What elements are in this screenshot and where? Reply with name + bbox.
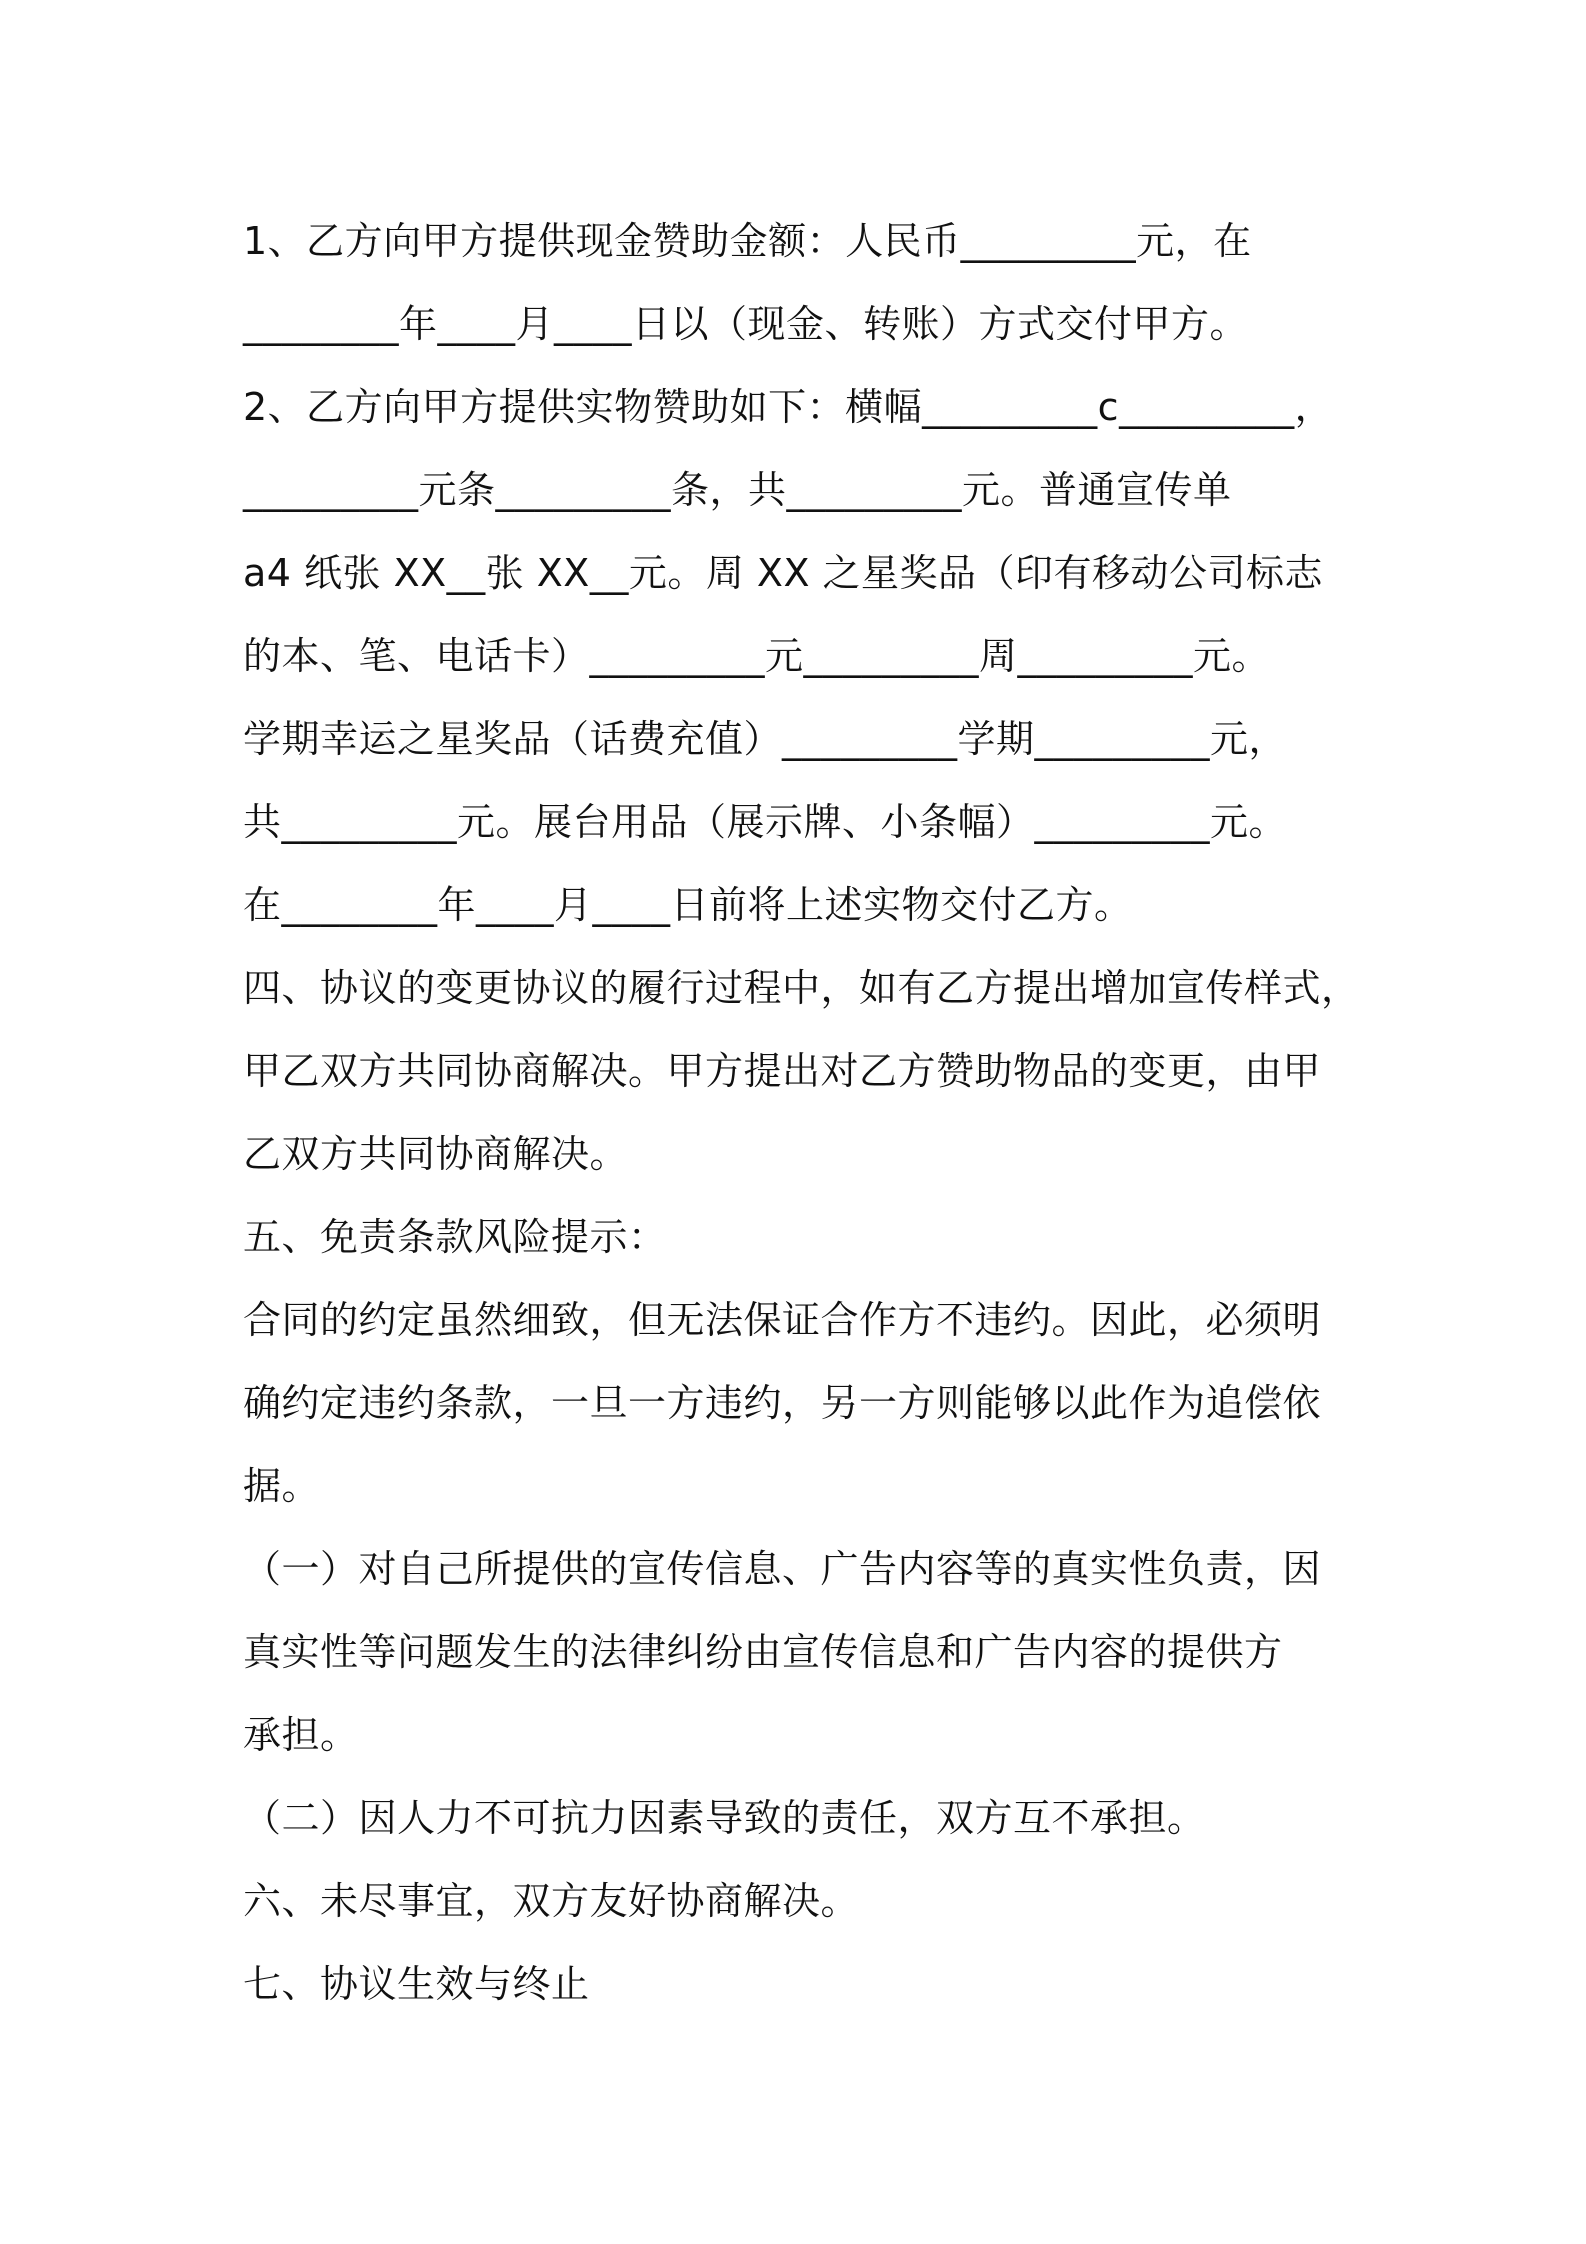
- clause-2-material-sponsorship-line-7: 在________年____月____日前将上述实物交付乙方。: [243, 883, 1133, 927]
- section-5-item-2: （二）因人力不可抗力因素导致的责任，双方互不承担。: [243, 1796, 1206, 1840]
- document-body: [243, 200, 1363, 2026]
- section-5-body-line-1: 合同的约定虽然细致，但无法保证合作方不违约。因此，必须明: [243, 1298, 1322, 1342]
- clause-1-cash-sponsorship-line-1: 1、乙方向甲方提供现金赞助金额：人民币_________元，在: [243, 219, 1252, 263]
- section-5-heading: 五、免责条款风险提示：: [243, 1215, 667, 1259]
- section-6: 六、未尽事宜，双方友好协商解决。: [243, 1879, 860, 1923]
- section-7-heading: 七、协议生效与终止: [243, 1962, 590, 2006]
- clause-2-material-sponsorship-line-3: a4 纸张 XX__张 XX__元。周 XX 之星奖品（印有移动公司标志: [243, 551, 1324, 595]
- section-4-amendment-line-1: 四、协议的变更协议的履行过程中，如有乙方提出增加宣传样式，: [243, 966, 1360, 1010]
- section-5-body-line-3: 据。: [243, 1464, 321, 1508]
- clause-2-material-sponsorship-line-5: 学期幸运之星奖品（话费充值）_________学期_________元，: [243, 717, 1288, 761]
- section-5-item-1-line-3: 承担。: [243, 1713, 359, 1757]
- clause-1-cash-sponsorship-line-2: ________年____月____日以（现金、转账）方式交付甲方。: [243, 302, 1249, 346]
- section-4-amendment-line-2: 甲乙双方共同协商解决。甲方提出对乙方赞助物品的变更，由甲: [243, 1049, 1322, 1093]
- section-5-item-1-line-2: 真实性等问题发生的法律纠纷由宣传信息和广告内容的提供方: [243, 1630, 1283, 1674]
- clause-2-material-sponsorship-line-1: 2、乙方向甲方提供实物赞助如下：横幅_________c_________，: [243, 385, 1334, 429]
- clause-2-material-sponsorship-line-2: _________元条_________条，共_________元。普通宣传单: [243, 468, 1232, 512]
- section-5-body-line-2: 确约定违约条款，一旦一方违约，另一方则能够以此作为追偿依: [243, 1381, 1322, 1425]
- clause-2-material-sponsorship-line-4: 的本、笔、电话卡）_________元_________周_________元。: [243, 634, 1271, 678]
- clause-2-material-sponsorship-line-6: 共_________元。展台用品（展示牌、小条幅）_________元。: [243, 800, 1288, 844]
- section-4-amendment-line-3: 乙双方共同协商解决。: [243, 1132, 629, 1176]
- section-5-item-1-line-1: （一）对自己所提供的宣传信息、广告内容等的真实性负责，因: [243, 1547, 1322, 1591]
